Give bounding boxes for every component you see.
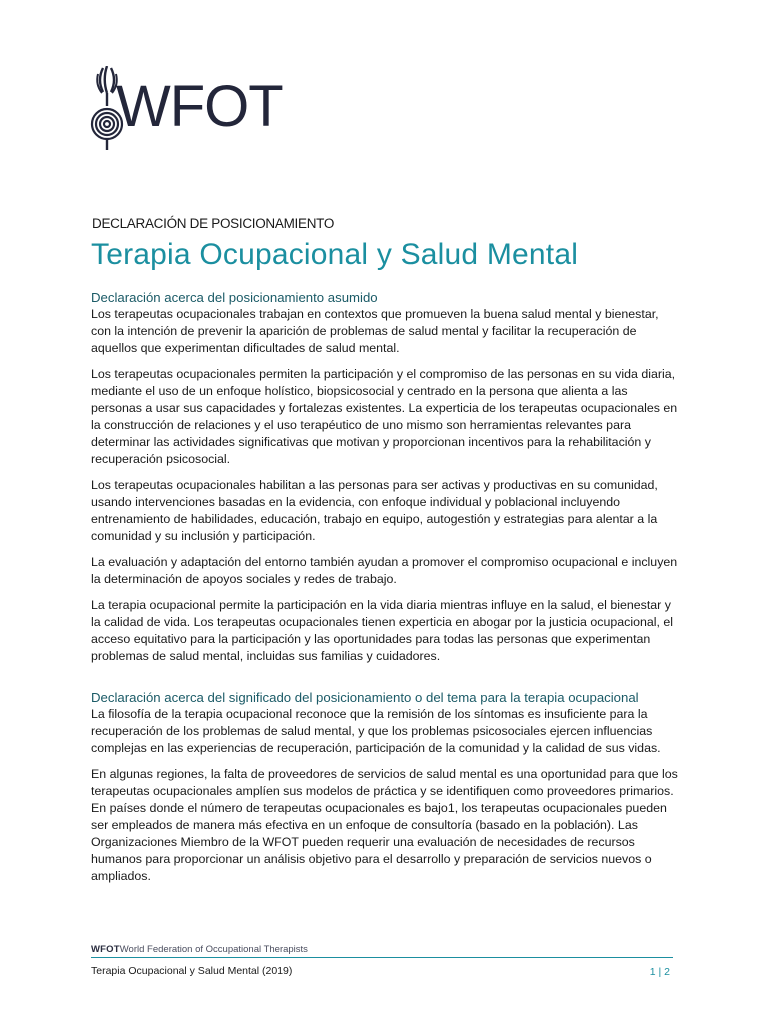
footer-brand-abbrev: WFOT (91, 944, 120, 955)
paragraph: Los terapeutas ocupacionales habilitan a las personas para ser activas y productivas en su comunidad, usando intervenciones basadas en la evidencia, con enfoque individual y poblacional incluyendo entrenamiento de habilidades, educación, trabajo en equipo, autogestión y estrategias para alentar a la comunidad y su inclusión y participación. (91, 478, 658, 543)
footer-divider (91, 957, 673, 958)
page-title: Terapia Ocupacional y Salud Mental (91, 238, 579, 271)
section-heading: Declaración acerca del posicionamiento asumido (91, 290, 378, 305)
paragraph: Los terapeutas ocupacionales trabajan en contextos que promueven la buena salud mental y bienestar, con la intención de prevenir la aparición de problemas de salud mental y facilitar la recuperación de aquellos que experimentan dificultades de salud mental. (91, 307, 659, 355)
paragraph: Los terapeutas ocupacionales permiten la participación y el compromiso de las personas en su vida diaria, mediante el uso de un enfoque holístico, biopsicosocial y centrado en la persona que alienta a las personas a usar sus capacidades y fortalezas existentes. La experticia de los terapeutas ocupacionales en la construcción de relaciones y el uso terapéutico de uno mismo son herramientas relevantes para determinar las actividades significativas que motivan y proporcionan incentivos para la rehabilitación y recuperación psicosocial. (91, 367, 678, 466)
section-heading: Declaración acerca del significado del posicionamiento o del tema para la terapia ocupacional (91, 690, 639, 705)
page-number: 1 | 2 (649, 966, 670, 978)
logo-wordmark: WFOT (116, 74, 283, 139)
paragraph: La terapia ocupacional permite la participación en la vida diaria mientras influye en la salud, el bienestar y la calidad de vida. Los terapeutas ocupacionales tienen experticia en abogar por la justicia ocupacional, el acceso equitativo para la participación y las oportunidades para todas las personas que experimentan problemas de salud mental, incluidas sus familias y cuidadores. (91, 598, 674, 663)
wfot-logo (90, 66, 283, 152)
footer-document-title: Terapia Ocupacional y Salud Mental (2019) (91, 965, 293, 977)
footer-brand (91, 944, 308, 955)
section-position (91, 289, 681, 674)
footer-brand-name: World Federation of Occupational Therapists (119, 944, 308, 955)
paragraph: La filosofía de la terapia ocupacional reconoce que la remisión de los síntomas es insuficiente para la recuperación de los problemas de salud mental, y que los problemas psicosociales ejercen influencias complejas en las experiencias de recuperación, participación de la comunidad y la calidad de sus vidas. (91, 707, 661, 755)
section-significance (91, 689, 681, 894)
paragraph: La evaluación y adaptación del entorno también ayudan a promover el compromiso ocupacional e incluyen la determinación de apoyos sociales y redes de trabajo. (91, 555, 678, 586)
document-kicker: DECLARACIÓN DE POSICIONAMIENTO (92, 216, 335, 231)
paragraph: En algunas regiones, la falta de proveedores de servicios de salud mental es una oportunidad para que los terapeutas ocupacionales amplíen sus modelos de práctica y se identifiquen como proveedores primarios. En países donde el número de terapeutas ocupacionales es bajo1, los terapeutas ocupacionales pueden ser empleados de manera más efectiva en un enfoque de consultoría (basado en la población). Las Organizaciones Miembro de la WFOT pueden requerir una evaluación de necesidades de recursos humanos para proporcionar un análisis objetivo para el desarrollo y preparación de servicios nuevos o ampliados. (91, 767, 678, 883)
